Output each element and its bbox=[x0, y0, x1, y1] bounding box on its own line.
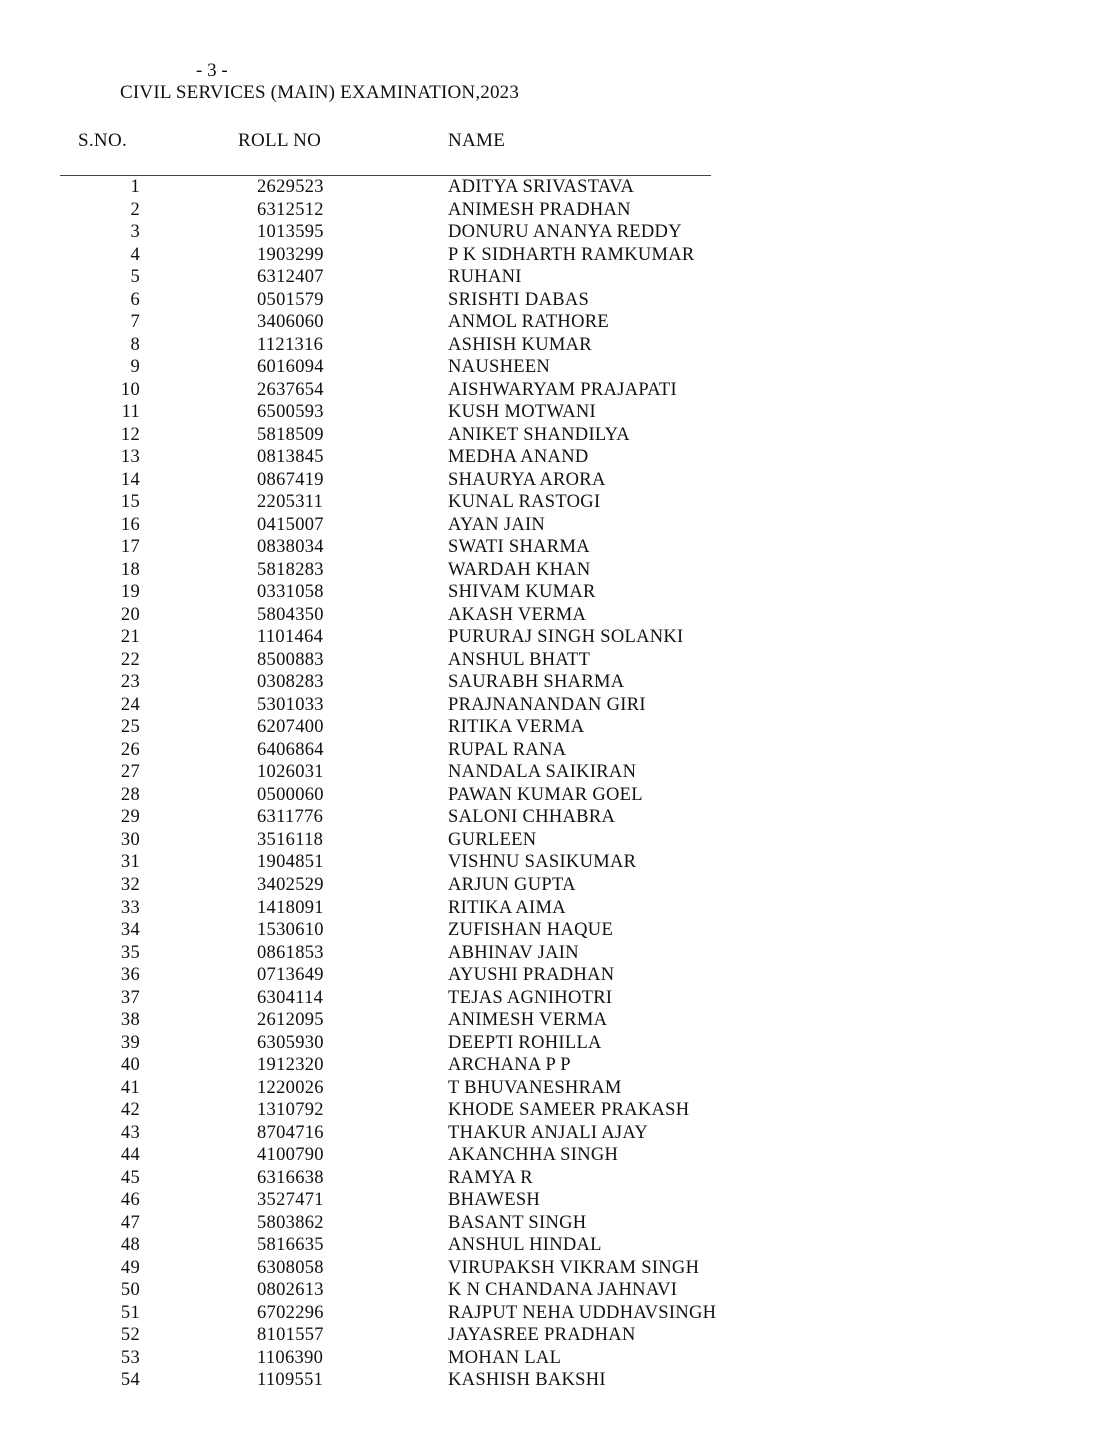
roll-number-cell: 8500883 bbox=[257, 649, 324, 670]
roll-number-cell: 1101464 bbox=[257, 627, 324, 648]
table-row bbox=[0, 1234, 1096, 1257]
candidate-name-cell: SAURABH SHARMA bbox=[448, 672, 625, 693]
candidate-name-cell: NANDALA SAIKIRAN bbox=[448, 762, 637, 783]
serial-number-cell: 27 bbox=[120, 762, 140, 783]
table-row bbox=[0, 649, 1096, 672]
candidate-name-cell: ZUFISHAN HAQUE bbox=[448, 920, 614, 941]
serial-number-cell: 26 bbox=[120, 739, 140, 760]
roll-number-cell: 6316638 bbox=[257, 1167, 324, 1188]
roll-number-cell: 0838034 bbox=[257, 537, 324, 558]
candidate-name-cell: ANSHUL BHATT bbox=[448, 649, 591, 670]
candidate-name-cell: T BHUVANESHRAM bbox=[448, 1077, 622, 1098]
serial-number-cell: 39 bbox=[120, 1032, 140, 1053]
serial-number-cell: 54 bbox=[120, 1370, 140, 1391]
serial-number-cell: 41 bbox=[120, 1077, 140, 1098]
candidate-name-cell: PRAJNANANDAN GIRI bbox=[448, 694, 646, 715]
roll-number-cell: 1904851 bbox=[257, 852, 324, 873]
candidate-name-cell: KHODE SAMEER PRAKASH bbox=[448, 1100, 690, 1121]
roll-number-cell: 3402529 bbox=[257, 874, 324, 895]
table-row bbox=[0, 289, 1096, 312]
serial-number-cell: 35 bbox=[120, 942, 140, 963]
candidate-name-cell: RITIKA AIMA bbox=[448, 897, 566, 918]
serial-number-cell: 4 bbox=[130, 244, 140, 265]
roll-number-cell: 5818509 bbox=[257, 424, 324, 445]
serial-number-cell: 44 bbox=[120, 1145, 140, 1166]
candidate-name-cell: RUHANI bbox=[448, 267, 522, 288]
roll-number-cell: 1109551 bbox=[257, 1370, 324, 1391]
candidate-name-cell: ANIKET SHANDILYA bbox=[448, 424, 630, 445]
serial-number-cell: 42 bbox=[120, 1100, 140, 1121]
serial-number-cell: 31 bbox=[120, 852, 140, 873]
roll-number-cell: 0713649 bbox=[257, 965, 324, 986]
serial-number-cell: 12 bbox=[120, 424, 140, 445]
candidate-name-cell: VISHNU SASIKUMAR bbox=[448, 852, 637, 873]
serial-number-cell: 24 bbox=[120, 694, 140, 715]
table-row bbox=[0, 626, 1096, 649]
roll-number-cell: 1121316 bbox=[257, 334, 324, 355]
table-row bbox=[0, 784, 1096, 807]
candidate-name-cell: ANSHUL HINDAL bbox=[448, 1235, 602, 1256]
roll-number-cell: 5816635 bbox=[257, 1235, 324, 1256]
serial-number-cell: 32 bbox=[120, 874, 140, 895]
serial-number-cell: 17 bbox=[120, 537, 140, 558]
table-row bbox=[0, 1369, 1096, 1392]
page-number: - 3 - bbox=[196, 60, 228, 81]
serial-number-cell: 20 bbox=[120, 604, 140, 625]
roll-number-cell: 5818283 bbox=[257, 559, 324, 580]
roll-number-cell: 2205311 bbox=[257, 492, 324, 513]
roll-number-cell: 1310792 bbox=[257, 1100, 324, 1121]
candidate-name-cell: ANIMESH VERMA bbox=[448, 1010, 608, 1031]
serial-number-cell: 9 bbox=[130, 357, 140, 378]
table-row bbox=[0, 919, 1096, 942]
table-row bbox=[0, 266, 1096, 289]
serial-number-cell: 16 bbox=[120, 514, 140, 535]
table-row bbox=[0, 874, 1096, 897]
serial-number-cell: 15 bbox=[120, 492, 140, 513]
candidate-name-cell: AYAN JAIN bbox=[448, 514, 546, 535]
candidate-name-cell: ARJUN GUPTA bbox=[448, 874, 576, 895]
roll-number-cell: 6312407 bbox=[257, 267, 324, 288]
serial-number-cell: 40 bbox=[120, 1055, 140, 1076]
candidate-name-cell: NAUSHEEN bbox=[448, 357, 551, 378]
serial-number-cell: 6 bbox=[130, 289, 140, 310]
roll-number-cell: 8704716 bbox=[257, 1122, 324, 1143]
candidate-name-cell: ARCHANA P P bbox=[448, 1055, 571, 1076]
candidate-name-cell: KUNAL RASTOGI bbox=[448, 492, 601, 513]
serial-number-cell: 46 bbox=[120, 1190, 140, 1211]
candidate-name-cell: MOHAN LAL bbox=[448, 1347, 562, 1368]
roll-number-cell: 0331058 bbox=[257, 582, 324, 603]
table-row bbox=[0, 761, 1096, 784]
table-row bbox=[0, 1167, 1096, 1190]
roll-number-cell: 6311776 bbox=[257, 807, 324, 828]
roll-number-cell: 1220026 bbox=[257, 1077, 324, 1098]
candidate-name-cell: VIRUPAKSH VIKRAM SINGH bbox=[448, 1257, 700, 1278]
roll-number-cell: 2612095 bbox=[257, 1010, 324, 1031]
serial-number-cell: 5 bbox=[130, 267, 140, 288]
serial-number-cell: 21 bbox=[120, 627, 140, 648]
candidate-name-cell: AKANCHHA SINGH bbox=[448, 1145, 619, 1166]
candidate-name-cell: DONURU ANANYA REDDY bbox=[448, 222, 682, 243]
roll-number-cell: 0415007 bbox=[257, 514, 324, 535]
table-row bbox=[0, 1189, 1096, 1212]
candidate-name-cell: SALONI CHHABRA bbox=[448, 807, 616, 828]
candidate-name-cell: GURLEEN bbox=[448, 829, 537, 850]
document-title: CIVIL SERVICES (MAIN) EXAMINATION,2023 bbox=[120, 82, 520, 103]
serial-number-cell: 2 bbox=[130, 199, 140, 220]
candidate-name-cell: ANIMESH PRADHAN bbox=[448, 199, 631, 220]
candidate-name-cell: K N CHANDANA JAHNAVI bbox=[448, 1280, 678, 1301]
table-row bbox=[0, 1347, 1096, 1370]
table-row bbox=[0, 671, 1096, 694]
table-row bbox=[0, 401, 1096, 424]
table-row bbox=[0, 604, 1096, 627]
serial-number-cell: 25 bbox=[120, 717, 140, 738]
serial-number-cell: 34 bbox=[120, 920, 140, 941]
serial-number-cell: 30 bbox=[120, 829, 140, 850]
column-header-name: NAME bbox=[448, 130, 506, 151]
roll-number-cell: 0500060 bbox=[257, 784, 324, 805]
roll-number-cell: 5803862 bbox=[257, 1212, 324, 1233]
results-table bbox=[0, 176, 1096, 1392]
table-row bbox=[0, 491, 1096, 514]
table-row bbox=[0, 536, 1096, 559]
candidate-name-cell: RUPAL RANA bbox=[448, 739, 567, 760]
table-row bbox=[0, 1009, 1096, 1032]
candidate-name-cell: KASHISH BAKSHI bbox=[448, 1370, 606, 1391]
roll-number-cell: 1106390 bbox=[257, 1347, 324, 1368]
roll-number-cell: 1903299 bbox=[257, 244, 324, 265]
roll-number-cell: 6702296 bbox=[257, 1302, 324, 1323]
roll-number-cell: 0861853 bbox=[257, 942, 324, 963]
column-header-sno: S.NO. bbox=[78, 130, 128, 151]
serial-number-cell: 1 bbox=[130, 177, 140, 197]
roll-number-cell: 6308058 bbox=[257, 1257, 324, 1278]
table-row bbox=[0, 424, 1096, 447]
candidate-name-cell: SHIVAM KUMAR bbox=[448, 582, 596, 603]
roll-number-cell: 6406864 bbox=[257, 739, 324, 760]
roll-number-cell: 6016094 bbox=[257, 357, 324, 378]
serial-number-cell: 48 bbox=[120, 1235, 140, 1256]
table-row bbox=[0, 739, 1096, 762]
candidate-name-cell: BHAWESH bbox=[448, 1190, 541, 1211]
serial-number-cell: 37 bbox=[120, 987, 140, 1008]
table-row bbox=[0, 446, 1096, 469]
table-row bbox=[0, 851, 1096, 874]
roll-number-cell: 2637654 bbox=[257, 379, 324, 400]
table-row bbox=[0, 964, 1096, 987]
serial-number-cell: 52 bbox=[120, 1325, 140, 1346]
serial-number-cell: 13 bbox=[120, 447, 140, 468]
roll-number-cell: 0802613 bbox=[257, 1280, 324, 1301]
candidate-name-cell: MEDHA ANAND bbox=[448, 447, 589, 468]
candidate-name-cell: RITIKA VERMA bbox=[448, 717, 585, 738]
table-row bbox=[0, 1032, 1096, 1055]
candidate-name-cell: BASANT SINGH bbox=[448, 1212, 587, 1233]
serial-number-cell: 11 bbox=[121, 402, 140, 423]
serial-number-cell: 51 bbox=[120, 1302, 140, 1323]
table-row bbox=[0, 829, 1096, 852]
serial-number-cell: 29 bbox=[120, 807, 140, 828]
table-row bbox=[0, 1054, 1096, 1077]
roll-number-cell: 3527471 bbox=[257, 1190, 324, 1211]
table-row bbox=[0, 694, 1096, 717]
candidate-name-cell: SHAURYA ARORA bbox=[448, 469, 606, 490]
serial-number-cell: 10 bbox=[120, 379, 140, 400]
table-row bbox=[0, 806, 1096, 829]
table-row bbox=[0, 987, 1096, 1010]
candidate-name-cell: PURURAJ SINGH SOLANKI bbox=[448, 627, 684, 648]
serial-number-cell: 38 bbox=[120, 1010, 140, 1031]
serial-number-cell: 45 bbox=[120, 1167, 140, 1188]
roll-number-cell: 3406060 bbox=[257, 312, 324, 333]
serial-number-cell: 8 bbox=[130, 334, 140, 355]
serial-number-cell: 22 bbox=[120, 649, 140, 670]
serial-number-cell: 14 bbox=[120, 469, 140, 490]
serial-number-cell: 43 bbox=[120, 1122, 140, 1143]
roll-number-cell: 1530610 bbox=[257, 920, 324, 941]
table-row bbox=[0, 176, 1096, 199]
candidate-name-cell: ADITYA SRIVASTAVA bbox=[448, 177, 635, 197]
table-row bbox=[0, 1279, 1096, 1302]
roll-number-cell: 1418091 bbox=[257, 897, 324, 918]
table-row bbox=[0, 469, 1096, 492]
candidate-name-cell: THAKUR ANJALI AJAY bbox=[448, 1122, 649, 1143]
table-row bbox=[0, 244, 1096, 267]
table-row bbox=[0, 356, 1096, 379]
table-row bbox=[0, 559, 1096, 582]
table-row bbox=[0, 334, 1096, 357]
roll-number-cell: 3516118 bbox=[257, 829, 324, 850]
roll-number-cell: 1912320 bbox=[257, 1055, 324, 1076]
table-row bbox=[0, 1302, 1096, 1325]
serial-number-cell: 53 bbox=[120, 1347, 140, 1368]
candidate-name-cell: KUSH MOTWANI bbox=[448, 402, 596, 423]
roll-number-cell: 5804350 bbox=[257, 604, 324, 625]
roll-number-cell: 2629523 bbox=[257, 177, 324, 197]
candidate-name-cell: TEJAS AGNIHOTRI bbox=[448, 987, 613, 1008]
serial-number-cell: 19 bbox=[120, 582, 140, 603]
candidate-name-cell: JAYASREE PRADHAN bbox=[448, 1325, 636, 1346]
candidate-name-cell: ANMOL RATHORE bbox=[448, 312, 609, 333]
candidate-name-cell: RAJPUT NEHA UDDHAVSINGH bbox=[448, 1302, 717, 1323]
candidate-name-cell: SWATI SHARMA bbox=[448, 537, 590, 558]
table-row bbox=[0, 1077, 1096, 1100]
roll-number-cell: 0308283 bbox=[257, 672, 324, 693]
candidate-name-cell: RAMYA R bbox=[448, 1167, 533, 1188]
candidate-name-cell: PAWAN KUMAR GOEL bbox=[448, 784, 643, 805]
table-row bbox=[0, 379, 1096, 402]
serial-number-cell: 28 bbox=[120, 784, 140, 805]
candidate-name-cell: AKASH VERMA bbox=[448, 604, 587, 625]
serial-number-cell: 23 bbox=[120, 672, 140, 693]
roll-number-cell: 6500593 bbox=[257, 402, 324, 423]
candidate-name-cell: AISHWARYAM PRAJAPATI bbox=[448, 379, 677, 400]
roll-number-cell: 6305930 bbox=[257, 1032, 324, 1053]
serial-number-cell: 50 bbox=[120, 1280, 140, 1301]
candidate-name-cell: AYUSHI PRADHAN bbox=[448, 965, 615, 986]
table-row bbox=[0, 514, 1096, 537]
table-row bbox=[0, 1122, 1096, 1145]
serial-number-cell: 49 bbox=[120, 1257, 140, 1278]
table-row bbox=[0, 581, 1096, 604]
serial-number-cell: 3 bbox=[130, 222, 140, 243]
serial-number-cell: 18 bbox=[120, 559, 140, 580]
roll-number-cell: 6312512 bbox=[257, 199, 324, 220]
serial-number-cell: 7 bbox=[130, 312, 140, 333]
table-row bbox=[0, 1257, 1096, 1280]
table-row bbox=[0, 942, 1096, 965]
candidate-name-cell: P K SIDHARTH RAMKUMAR bbox=[448, 244, 695, 265]
serial-number-cell: 36 bbox=[120, 965, 140, 986]
roll-number-cell: 5301033 bbox=[257, 694, 324, 715]
table-row bbox=[0, 221, 1096, 244]
roll-number-cell: 8101557 bbox=[257, 1325, 324, 1346]
table-row bbox=[0, 897, 1096, 920]
table-row bbox=[0, 199, 1096, 222]
roll-number-cell: 1013595 bbox=[257, 222, 324, 243]
column-header-roll-no: ROLL NO bbox=[238, 130, 322, 151]
roll-number-cell: 6207400 bbox=[257, 717, 324, 738]
candidate-name-cell: ASHISH KUMAR bbox=[448, 334, 592, 355]
roll-number-cell: 6304114 bbox=[257, 987, 324, 1008]
serial-number-cell: 33 bbox=[120, 897, 140, 918]
candidate-name-cell: DEEPTI ROHILLA bbox=[448, 1032, 602, 1053]
serial-number-cell: 47 bbox=[120, 1212, 140, 1233]
roll-number-cell: 0867419 bbox=[257, 469, 324, 490]
roll-number-cell: 0813845 bbox=[257, 447, 324, 468]
candidate-name-cell: SRISHTI DABAS bbox=[448, 289, 590, 310]
roll-number-cell: 4100790 bbox=[257, 1145, 324, 1166]
table-row bbox=[0, 1099, 1096, 1122]
table-row bbox=[0, 1144, 1096, 1167]
table-row bbox=[0, 716, 1096, 739]
table-row bbox=[0, 1324, 1096, 1347]
candidate-name-cell: ABHINAV JAIN bbox=[448, 942, 579, 963]
candidate-name-cell: WARDAH KHAN bbox=[448, 559, 591, 580]
table-row bbox=[0, 311, 1096, 334]
roll-number-cell: 1026031 bbox=[257, 762, 324, 783]
table-row bbox=[0, 1212, 1096, 1235]
roll-number-cell: 0501579 bbox=[257, 289, 324, 310]
